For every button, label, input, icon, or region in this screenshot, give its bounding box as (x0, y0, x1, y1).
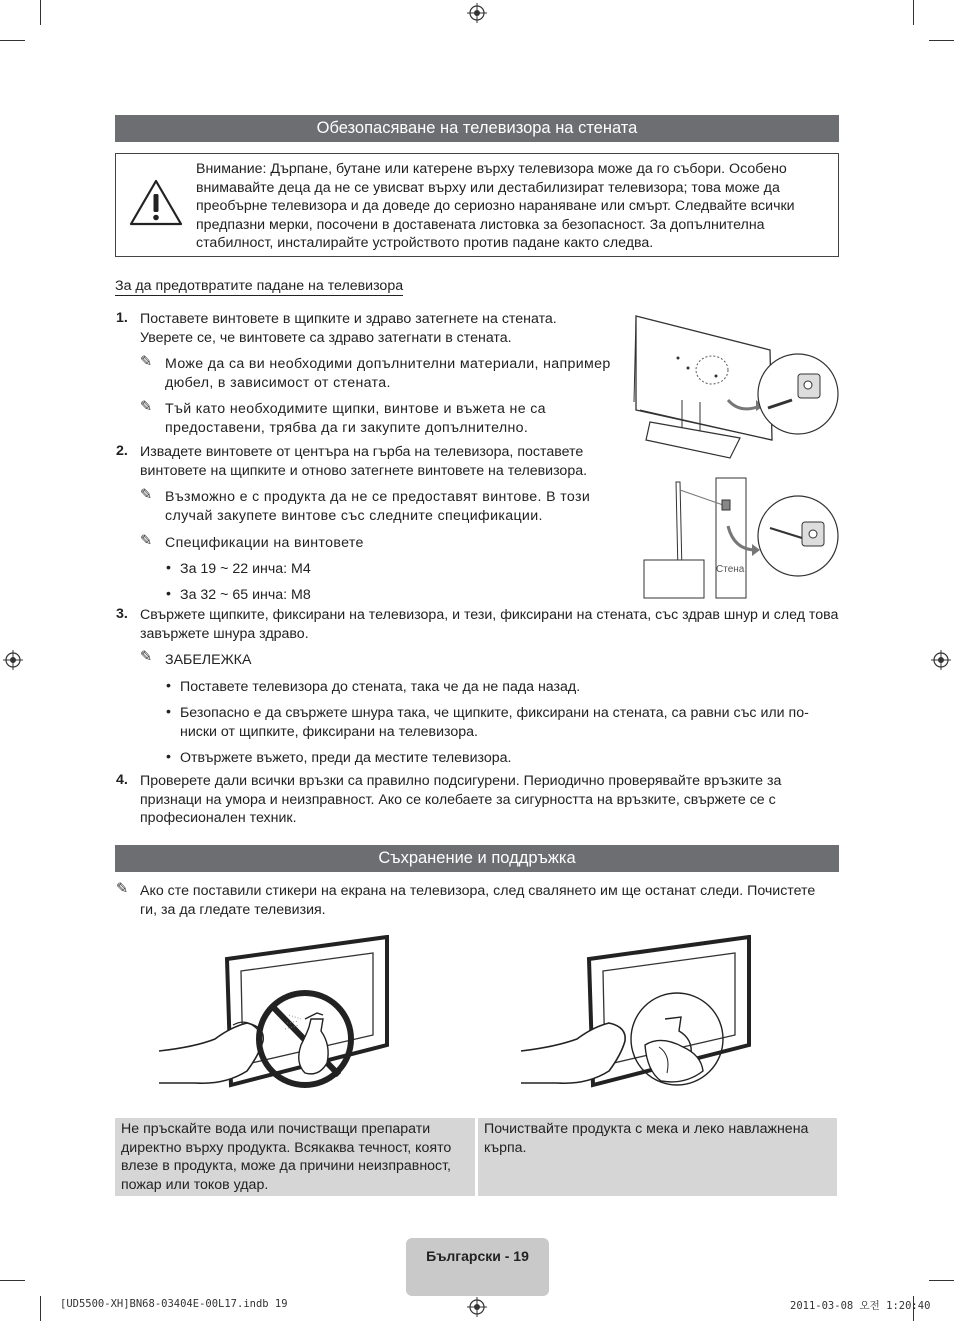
note-purchase-parts: Тъй като необходимите щипки, винтове и въжета не са предоставени, трябва да ги закупите допълнително. (165, 401, 546, 436)
crop-mark (913, 0, 914, 25)
note-materials: Може да са ви необходими допълнителни материали, например дюбел, в зависимост от стената. (165, 356, 611, 391)
registration-mark-icon (467, 1297, 487, 1317)
crop-mark (40, 1296, 41, 1321)
bullet-dot: • (166, 586, 171, 602)
note-stickers: Ако сте поставили стикери на екрана на телевизора, след свалянето им ще останат следи. Почистете ги, за да гледате телевизия. (140, 883, 816, 918)
section-title-care (115, 845, 839, 872)
caption-no-spray: Не пръскайте вода или почистващи препарати директно върху продукта. Всякаква течност, която влезе в продукта, може да причини неизправност, пожар или токов удар. (115, 1118, 475, 1196)
crop-mark (929, 40, 954, 41)
warning-box (115, 153, 839, 257)
bullet-dot: • (166, 749, 171, 765)
footer-file-name: [UD5500-XH]BN68-03404E-00L17.indb 19 (60, 1298, 288, 1310)
soft-cloth-illustration (515, 935, 755, 1110)
note-pencil-icon: ✎ (140, 487, 153, 503)
step-1-text: Поставете винтовете в щипките и здраво затегнете на стената. Уверете се, че винтовете са здраво затегнати в стената. (140, 311, 557, 346)
crop-mark (0, 1280, 25, 1281)
crop-mark (929, 1280, 954, 1281)
screw-spec-item: За 32 ~ 65 инча: M8 (180, 587, 311, 603)
footer-timestamp: 2011-03-08 오전 1:20:40 (790, 1300, 931, 1312)
page-number-tab (406, 1238, 549, 1296)
caution-item: Безопасно е да свържете шнура така, че щипките, фиксирани на стената, са равни със или по-ниски от щипките, фиксирани на телевизора. (180, 705, 809, 740)
registration-mark-icon (467, 3, 487, 23)
section-title-text: Съхранение и поддръжка (378, 849, 576, 867)
step-2-text: Извадете винтовете от центъра на гърба на телевизора, поставете винтовете на щипките и отново затегнете винтовете на телевизора. (140, 444, 588, 479)
tv-wall-clamp-illustration (630, 310, 840, 600)
step-4-text: Проверете дали всички връзки са правилно подсигурени. Периодично проверявайте връзките за признаци на умора и неизправност. Ако се колебаете за сигурността на връзките, свържете се с професионален техник. (140, 773, 782, 827)
screw-spec-item: За 19 ~ 22 инча: M4 (180, 561, 311, 577)
subheading-prevent-falling: За да предотвратите падане на телевизора (115, 278, 404, 294)
bullet-dot: • (166, 560, 171, 576)
step-number: 4. (116, 772, 128, 788)
registration-mark-icon (931, 650, 951, 670)
caution-item: Поставете телевизора до стената, така че да не пада назад. (180, 679, 581, 695)
crop-mark (40, 0, 41, 25)
step-number: 2. (116, 443, 128, 459)
registration-mark-icon (3, 650, 23, 670)
caution-item: Отвържете въжето, преди да местите телевизора. (180, 750, 512, 766)
warning-text (196, 160, 832, 253)
crop-mark (0, 40, 25, 41)
no-spray-illustration (155, 935, 395, 1110)
step-number: 1. (116, 310, 128, 326)
step-3-text: Свържете щипките, фиксирани на телевизора, и тези, фиксирани на стената, със здрав шнур и след това завържете шнура здраво. (140, 607, 839, 642)
note-pencil-icon: ✎ (140, 354, 153, 370)
section-title-text: Обезопасяване на телевизора на стената (316, 119, 638, 137)
caption-soft-cloth: Почиствайте продукта с мека и леко навлажнена кърпа. (478, 1118, 837, 1196)
note-screws-not-supplied: Възможно е с продукта да не се предоставят винтове. В този случай закупете винтове със следните спецификации. (165, 489, 591, 524)
bullet-dot: • (166, 704, 171, 720)
warning-body: : Дърпане, бутане или катерене върху телевизора може да го събори. Особено внимавайте деца да не се увисват върху или дестабилизират телевизора; това може да преобърне телевизора и да доведе до сериозно нараняване или смърт. Следвайте всички предпазни мерки, посочени в доставената листовка за безопасност. За допълнителна стабилност, инсталирайте устройството против падане както следва. (196, 161, 795, 252)
note-pencil-icon: ✎ (140, 533, 153, 549)
note-pencil-icon: ✎ (140, 399, 153, 415)
section-title-wall-mount (115, 115, 839, 142)
step-number: 3. (116, 606, 128, 622)
warning-label: Внимание (196, 161, 263, 177)
note-pencil-icon: ✎ (116, 881, 129, 897)
warning-triangle-icon (128, 178, 184, 228)
wall-label: Стена (716, 564, 745, 575)
note-pencil-icon: ✎ (140, 649, 153, 665)
note-caution-heading: ЗАБЕЛЕЖКА (165, 652, 252, 668)
page-number-label: Български - 19 (426, 1248, 529, 1264)
note-screw-specs: Спецификации на винтовете (165, 535, 364, 551)
bullet-dot: • (166, 678, 171, 694)
